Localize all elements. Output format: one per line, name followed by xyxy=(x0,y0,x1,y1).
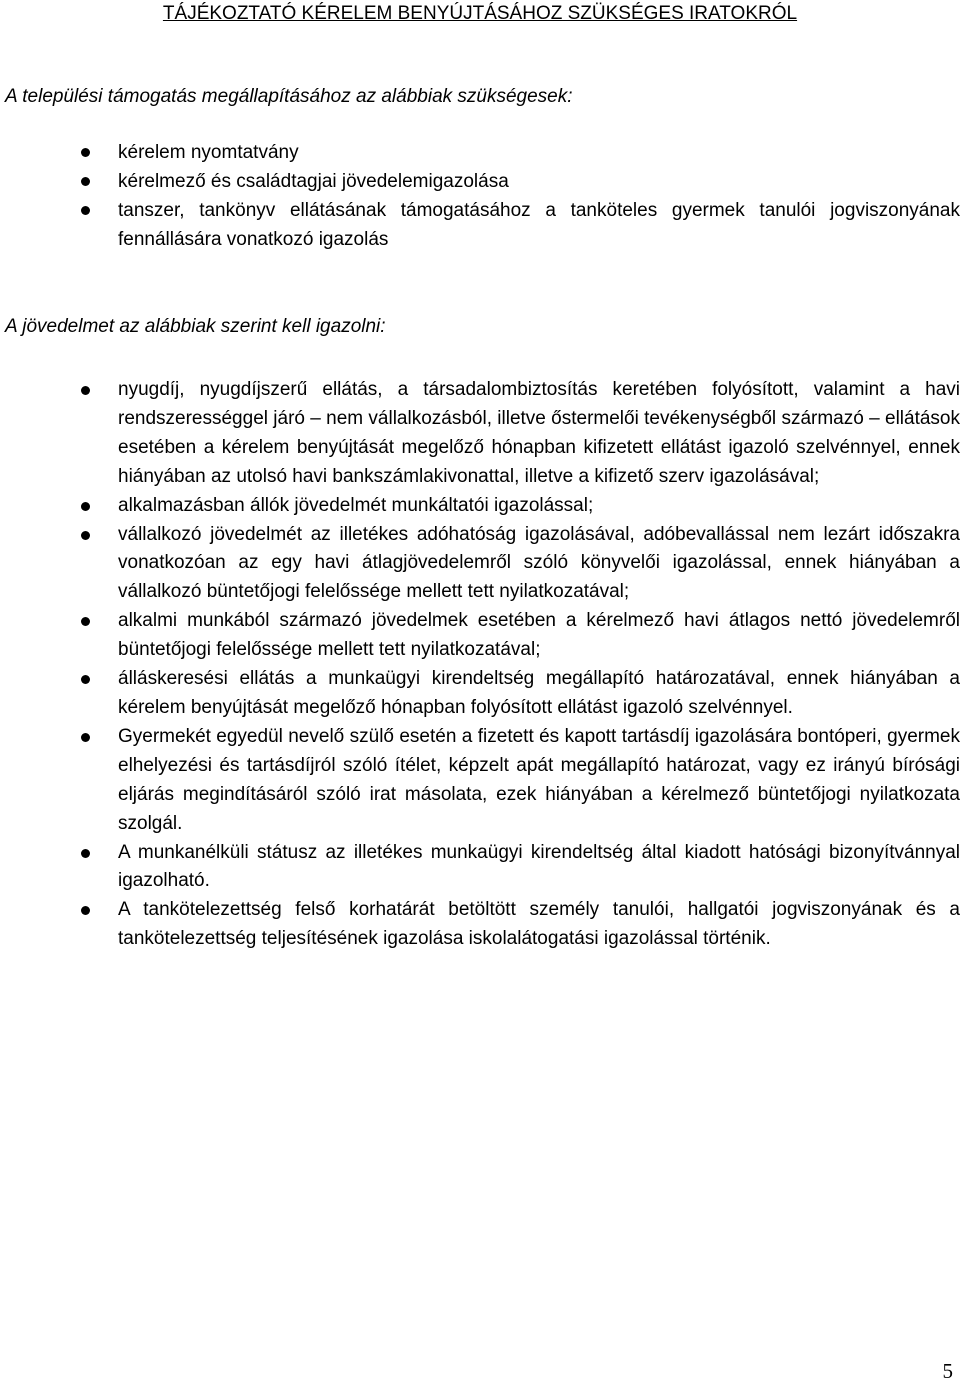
section-heading-income-proof: A jövedelmet az alábbiak szerint kell igazolni: xyxy=(5,316,386,337)
list-item xyxy=(0,196,960,254)
list-item xyxy=(0,723,960,839)
list-item-text: vállalkozó jövedelmét az illetékes adóhatóság igazolásával, adóbevallással nem lezárt időszakra vonatkozóan az egy havi átlagjövedelemről szóló könyvelői igazolással, ennek hiányában a vállalkozó büntetőjogi felelőssége mellett tett nyilatkozatával; xyxy=(118,523,960,603)
page-number: 5 xyxy=(942,1359,953,1383)
list-item-text: kérelmező és családtagjai jövedelemigazolása xyxy=(118,171,509,192)
bullet-icon xyxy=(81,502,90,511)
page-title: TÁJÉKOZTATÓ KÉRELEM BENYÚJTÁSÁHOZ SZÜKSÉGES IRATOKRÓL xyxy=(162,3,798,24)
list-item-text: álláskeresési ellátás a munkaügyi kirendeltség megállapító határozatával, ennek hiányában a kérelem benyújtását megelőző hónapban folyósított ellátást igazoló szelvénnyel. xyxy=(118,668,960,718)
list-item xyxy=(0,167,960,196)
list-item xyxy=(0,521,960,608)
bullet-icon xyxy=(81,906,90,915)
bullet-icon xyxy=(81,531,90,540)
list-item xyxy=(0,665,960,723)
bullet-icon xyxy=(81,675,90,684)
list-item xyxy=(0,138,960,167)
list-item xyxy=(0,376,960,492)
list-item xyxy=(0,839,960,897)
list-item-text: tanszer, tankönyv ellátásának támogatásához a tanköteles gyermek tanulói jogviszonyának fennállására vonatkozó igazolás xyxy=(118,200,960,250)
list-item xyxy=(0,896,960,954)
list-item-text: Gyermekét egyedül nevelő szülő esetén a fizetett és kapott tartásdíj igazolására bontóperi, gyermek elhelyezési és tartásdíjról szóló ítélet, képzelt apát megállapító határozat, vagy ez irányú bírósági eljárás megindításáról szóló irat másolata, ezek hiányában a kérelmező büntetőjogi nyilatkozata szolgál. xyxy=(118,725,960,834)
bullet-icon xyxy=(81,148,90,157)
list-item-text: alkalmi munkából származó jövedelmek esetében a kérelmező havi átlagos nettó jövedelemről büntetőjogi felelőssége mellett tett nyilatkozatával; xyxy=(118,610,960,661)
bullet-icon xyxy=(81,617,90,626)
bullet-icon xyxy=(81,177,90,186)
list-item xyxy=(0,607,960,665)
list-item-text: nyugdíj, nyugdíjszerű ellátás, a társadalombiztosítás keretében folyósított, valamint a havi rendszerességgel járó – nem vállalkozásból, illetve őstermelői tevékenységből származó – ellátások esetében a kérelem benyújtását megelőző hónapban kifizetett ellátást igazoló szelvénnyel, ennek hiányában az utolsó havi bankszámlakivonattal, illetve a kifizető szerv igazolásával; xyxy=(118,379,960,487)
list-item-text: kérelem nyomtatvány xyxy=(118,142,299,163)
bullet-icon xyxy=(81,733,90,742)
required-documents-list xyxy=(0,138,960,254)
list-item-text: alkalmazásban állók jövedelmét munkáltatói igazolással; xyxy=(118,494,594,516)
section-heading-required-documents: A települési támogatás megállapításához az alábbiak szükségesek: xyxy=(5,86,573,107)
bullet-icon xyxy=(81,386,90,395)
bullet-icon xyxy=(81,849,90,858)
income-proof-list xyxy=(0,376,960,954)
bullet-icon xyxy=(81,206,90,215)
list-item-text: A munkanélküli státusz az illetékes munkaügyi kirendeltség által kiadott hatósági bizonyítvánnyal igazolható. xyxy=(118,841,960,892)
list-item-text: A tankötelezettség felső korhatárát betöltött személy tanulói, hallgatói jogviszonyának és a tankötelezettség teljesítésének igazolása iskolalátogatási igazolással történik. xyxy=(118,899,960,950)
list-item xyxy=(0,492,960,521)
